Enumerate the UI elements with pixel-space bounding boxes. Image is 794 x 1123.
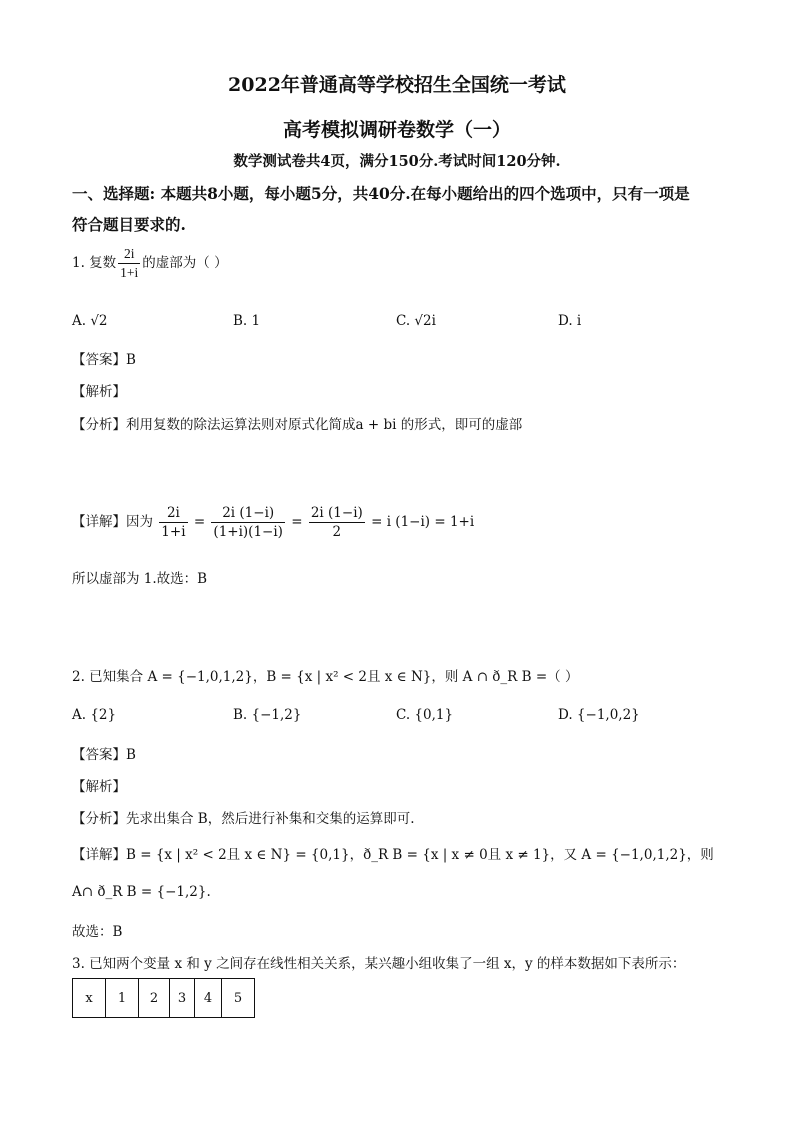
q1-detail-label: 【详解】因为 (72, 514, 153, 530)
q1-answer: 【答案】B (72, 352, 136, 368)
section-heading-cont: 符合题目要求的. (72, 215, 186, 234)
q1-analysis-label: 【解析】 (72, 384, 126, 400)
q1-detail-eq2: = (291, 514, 303, 530)
q1-detail-eq1: = (193, 514, 206, 530)
q2-option-a: A. {2} (72, 707, 117, 723)
q1-detail-frac1 (159, 505, 187, 540)
q2-option-d: D. {−1,0,2} (558, 707, 640, 723)
q2-detail-line2: A∩ ð_R B = {−1,2}. (72, 884, 211, 900)
q1-detail-frac2-num: 2i (1−i) (211, 505, 285, 523)
q1-option-a: A. √2 (72, 313, 108, 329)
question-2-stem: 2. 已知集合 A = {−1,0,1,2}，B = {x | x² < 2且 x ∈ N}，则 A ∩ ð_R B =（ ） (72, 669, 579, 685)
q1-fraction (118, 246, 140, 281)
q1-detail-frac1-den: 1+i (161, 524, 186, 540)
q1-option-d: D. i (558, 313, 582, 329)
q1-conclusion: 所以虚部为 1.故选：B (72, 571, 208, 587)
exam-subtitle: 高考模拟调研卷数学（一） (282, 119, 511, 141)
q1-option-b: B. 1 (233, 313, 261, 329)
q3-data-table (72, 978, 255, 1018)
q1-detail-frac3-num: 2i (1−i) (310, 505, 363, 521)
section-heading: 一、选择题: 本题共8小题，每小题5分，共40分.在每小题给出的四个选项中，只有一项是 (72, 184, 690, 203)
q2-conclusion: 故选：B (72, 924, 123, 940)
table-cell: 4 (195, 979, 222, 1018)
q1-detail-frac1-num: 2i (159, 505, 187, 523)
table-cell: 3 (170, 979, 195, 1018)
q2-fenxi: 【分析】先求出集合 B，然后进行补集和交集的运算即可. (72, 811, 415, 827)
table-cell: x (73, 979, 106, 1018)
q2-option-c: C. {0,1} (396, 707, 454, 723)
exam-title: 2022年普通高等学校招生全国统一考试 (228, 74, 566, 96)
q2-detail-line1: 【详解】B = {x | x² < 2且 x ∈ N} = {0,1}，ð_R B = {x | x ≠ 0且 x ≠ 1}，又 A = {−1,0,1,2}，则 (72, 847, 714, 863)
q2-answer: 【答案】B (72, 747, 136, 763)
q1-detail-frac2-den: (1+i)(1−i) (213, 524, 283, 540)
table-row (73, 979, 255, 1018)
table-cell: 1 (106, 979, 139, 1018)
q1-detail-frac2 (211, 505, 285, 540)
table-cell: 2 (139, 979, 170, 1018)
q2-analysis-label: 【解析】 (72, 779, 126, 795)
q1-fenxi: 【分析】利用复数的除法运算法则对原式化简成a + bi 的形式，即可的虚部 (72, 417, 523, 433)
table-cell: 5 (222, 979, 255, 1018)
q1-fraction-den: 1+i (120, 265, 139, 280)
q1-suffix: 的虚部为（ ） (142, 255, 228, 271)
q2-option-b: B. {−1,2} (233, 707, 302, 723)
q1-detail-tail: = i (1−i) = 1+i (371, 514, 475, 530)
q1-detail-frac3-den: 2 (332, 524, 342, 540)
question-3-stem: 3. 已知两个变量 x 和 y 之间存在线性相关关系，某兴趣小组收集了一组 x，y 的样本数据如下表所示： (72, 956, 686, 972)
question-1-stem (72, 246, 228, 281)
q1-detail-frac3 (309, 505, 365, 540)
exam-info: 数学测试卷共4页，满分150分.考试时间120分钟. (233, 153, 561, 170)
q1-prefix: 1. 复数 (72, 255, 117, 271)
q1-detail (72, 505, 474, 540)
q1-fraction-num: 2i (118, 246, 140, 264)
q1-option-c: C. √2i (396, 313, 436, 329)
